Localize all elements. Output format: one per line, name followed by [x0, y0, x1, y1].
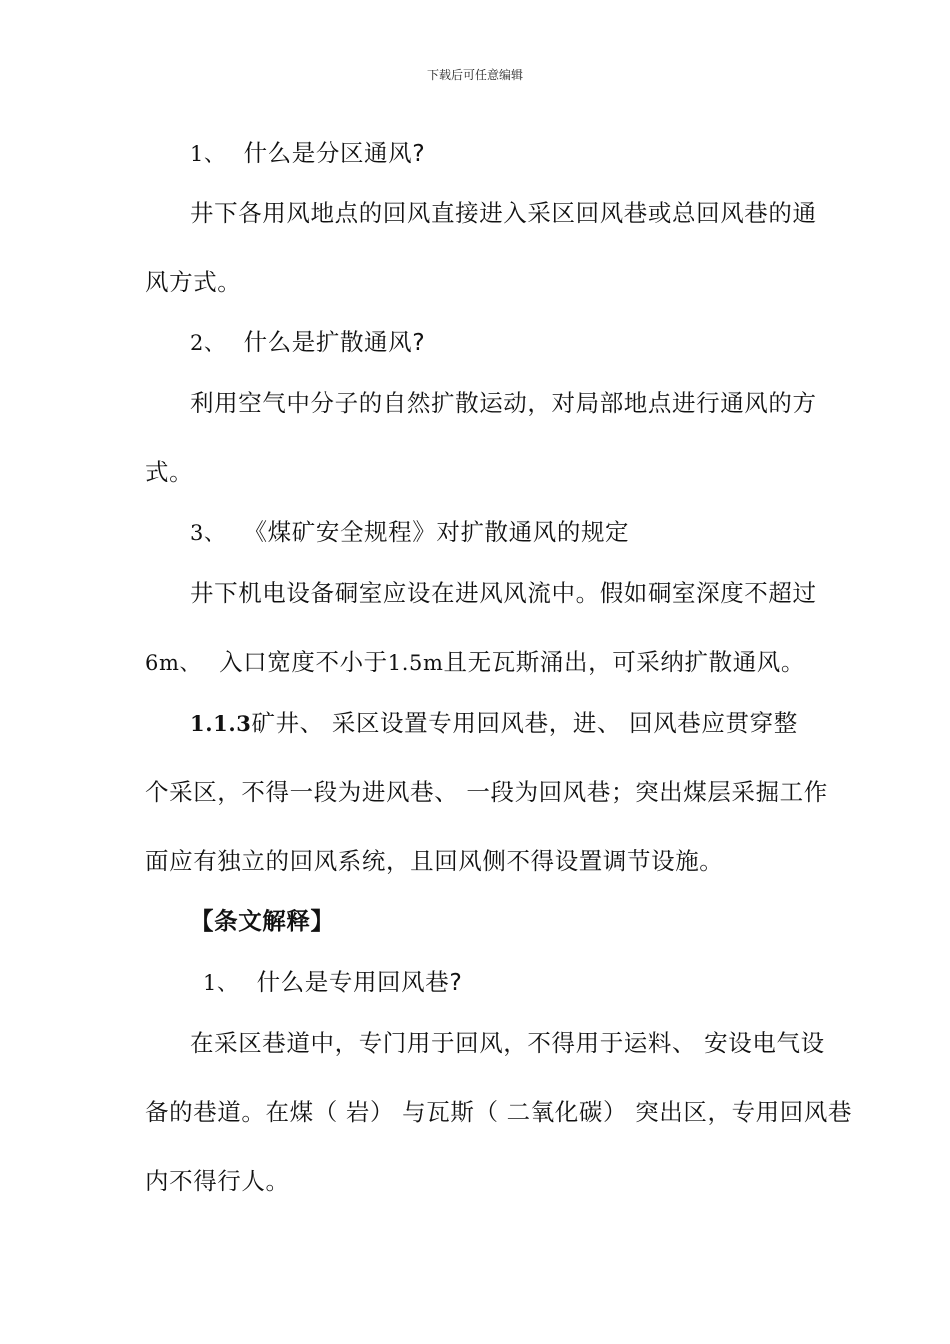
paragraph-line: 备的巷道。在煤（ 岩） 与瓦斯（ 二氧化碳） 突出区，专用回风巷	[145, 1098, 853, 1126]
paragraph-line	[145, 647, 805, 678]
item-number: 1、	[190, 142, 226, 166]
clause-number: 1.1.3	[190, 711, 252, 736]
item-number: 3、	[190, 521, 226, 545]
page-header: 下载后可任意编辑	[426, 68, 523, 82]
question-text: 什么是分区通风?	[243, 139, 426, 167]
measurement: 6m、	[145, 651, 202, 675]
question-3	[190, 517, 629, 548]
paragraph-line: 在采区巷道中，专门用于回风，不得用于运料、 安设电气设	[190, 1029, 825, 1057]
section-heading: 【条文解释】	[190, 907, 335, 935]
paragraph-line: 井下各用风地点的回风直接进入采区回风巷或总回风巷的通	[190, 199, 817, 227]
clause-1-1-3	[190, 708, 798, 739]
question-text: 什么是扩散通风?	[243, 328, 426, 356]
paragraph-line: 风方式。	[145, 268, 242, 296]
question-text: 什么是专用回风巷?	[256, 968, 463, 996]
question-2	[190, 327, 425, 358]
question-4	[203, 967, 462, 998]
paragraph-text: 入口宽度不小于	[219, 648, 388, 676]
paragraph-line: 式。	[145, 458, 194, 486]
paragraph-text: 且无瓦斯涌出，可采纳扩散通风。	[443, 648, 805, 676]
question-text: 《煤矿安全规程》对扩散通风的规定	[243, 518, 630, 546]
paragraph-line: 面应有独立的回风系统，且回风侧不得设置调节设施。	[145, 847, 724, 875]
question-1	[190, 138, 425, 169]
paragraph-line: 井下机电设备硐室应设在进风风流中。假如硐室深度不超过	[190, 579, 817, 607]
paragraph-line: 个采区，不得一段为进风巷、 一段为回风巷；突出煤层采掘工作	[145, 778, 828, 806]
paragraph-line: 利用空气中分子的自然扩散运动，对局部地点进行通风的方	[190, 389, 817, 417]
measurement: 1.5m	[387, 651, 444, 675]
paragraph-line: 内不得行人。	[145, 1167, 290, 1195]
clause-text: 矿井、 采区设置专用回风巷，进、 回风巷应贯穿整	[251, 709, 798, 737]
item-number: 2、	[190, 331, 226, 355]
item-number: 1、	[203, 971, 239, 995]
